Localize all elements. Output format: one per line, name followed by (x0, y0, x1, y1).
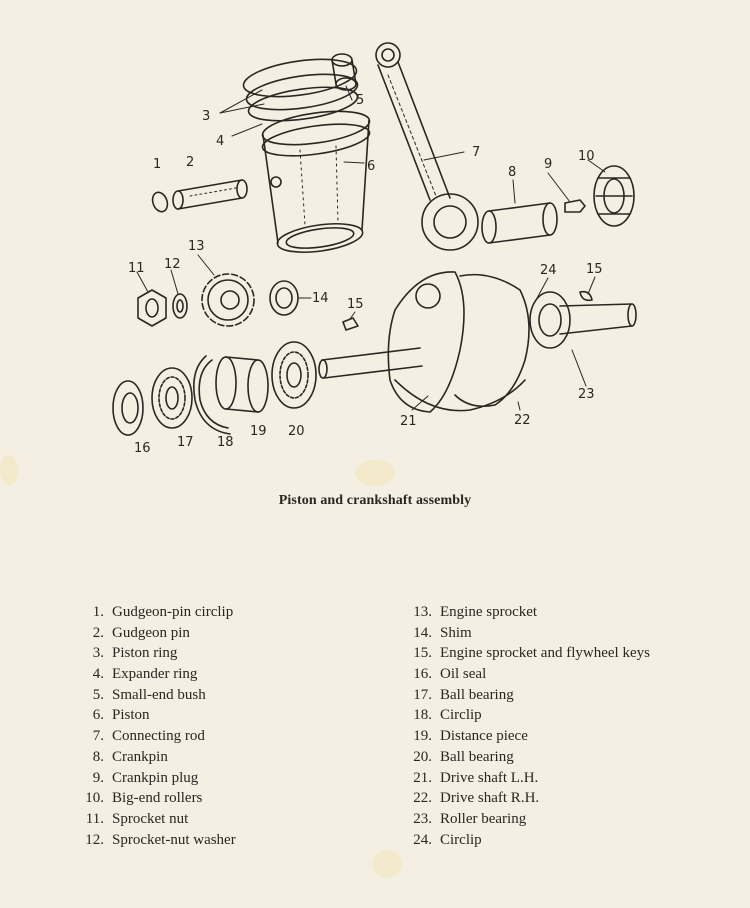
callout-label: 6 (367, 159, 376, 174)
ball-bearing-part (272, 342, 316, 408)
legend-label: Small-end bush (112, 686, 206, 703)
callout-label: 15 (347, 297, 364, 312)
legend-item (400, 809, 650, 830)
crankpin-part (482, 203, 557, 243)
legend-item (72, 830, 236, 851)
parts-legend-right (400, 602, 650, 850)
circlip-part (194, 356, 230, 434)
big-end-rollers-part (594, 166, 634, 226)
callout-label: 4 (216, 134, 225, 149)
sprocket-nut-part (138, 290, 166, 326)
callout-label: 5 (356, 93, 365, 108)
callout-label: 23 (578, 387, 595, 402)
legend-item (72, 768, 236, 789)
legend-number: 16. (413, 666, 432, 683)
legend-label: Circlip (440, 707, 482, 724)
legend-label: Oil seal (440, 666, 487, 683)
callout-label: 8 (508, 165, 517, 180)
connecting-rod-part (376, 43, 481, 250)
legend-number: 18. (413, 707, 432, 724)
legend-label: Ball bearing (440, 686, 514, 703)
callout-label: 21 (400, 414, 417, 429)
oil-seal-part (113, 381, 143, 435)
engine-sprocket-part (202, 274, 254, 326)
figure-caption: Piston and crankshaft assembly (278, 493, 472, 508)
legend-label: Gudgeon pin (112, 624, 190, 641)
legend-label: Shim (440, 624, 472, 641)
legend-number: 6. (92, 707, 104, 724)
gudgeon-pin-part (173, 180, 247, 209)
legend-item (72, 809, 236, 830)
legend-label: Drive shaft L.H. (440, 769, 539, 786)
legend-item (72, 602, 236, 623)
legend-number: 14. (413, 624, 432, 641)
legend-number: 4. (92, 666, 104, 683)
legend-item (72, 726, 236, 747)
piston-part (260, 106, 371, 257)
callout-label: 13 (188, 239, 205, 254)
legend-number: 10. (85, 790, 104, 807)
legend-item (400, 768, 650, 789)
legend-item (400, 602, 650, 623)
legend-item (72, 623, 236, 644)
legend-number: 1. (92, 604, 104, 620)
legend-item (400, 747, 650, 768)
callout-label: 24 (540, 263, 557, 278)
legend-item (72, 664, 236, 685)
legend-number: 21. (413, 769, 432, 786)
legend-item (400, 788, 650, 809)
legend-number: 19. (413, 728, 432, 745)
callout-label: 22 (514, 413, 531, 428)
legend-label: Gudgeon-pin circlip (112, 604, 234, 620)
sprocket-nut-washer-part (173, 294, 187, 318)
legend-label: Connecting rod (112, 728, 205, 745)
legend-label: Ball bearing (440, 748, 514, 765)
legend-number: 7. (92, 728, 104, 745)
callout-label: 10 (578, 149, 595, 164)
callout-label: 2 (186, 155, 195, 170)
legend-item (72, 747, 236, 768)
legend-number: 20. (413, 748, 432, 765)
legend-number: 9. (92, 769, 104, 786)
callout-label: 11 (128, 261, 145, 276)
legend-number: 5. (92, 686, 104, 703)
shim-part (270, 281, 298, 315)
callout-label: 16 (134, 441, 151, 456)
legend-number: 12. (85, 831, 104, 848)
legend-item (400, 830, 650, 851)
legend-number: 17. (413, 686, 432, 703)
legend-number: 22. (413, 790, 432, 807)
legend-item (400, 643, 650, 664)
callout-label: 19 (250, 424, 267, 439)
callout-label: 15 (586, 262, 603, 277)
gudgeon-pin-circlip-part (150, 190, 170, 214)
callout-label: 17 (177, 435, 194, 450)
legend-number: 11. (85, 810, 104, 827)
ball-bearing-part (152, 368, 192, 428)
legend-number: 23. (413, 810, 432, 827)
callout-label: 9 (544, 157, 553, 172)
legend-label: Roller bearing (440, 810, 527, 827)
legend-label: Piston (112, 707, 150, 724)
callout-label: 18 (217, 435, 234, 450)
callout-labels (128, 93, 603, 456)
legend-label: Piston ring (112, 645, 178, 662)
legend-item (400, 726, 650, 747)
legend-item (400, 685, 650, 706)
legend-item (72, 685, 236, 706)
callout-label: 12 (164, 257, 181, 272)
legend-item (400, 623, 650, 644)
legend-label: Big-end rollers (112, 790, 203, 807)
legend-number: 24. (413, 831, 432, 848)
callout-label: 1 (153, 157, 162, 172)
legend-number: 8. (92, 748, 104, 765)
distance-piece-part (216, 357, 268, 412)
legend-label: Sprocket-nut washer (112, 831, 236, 848)
legend-label: Drive shaft R.H. (440, 790, 540, 807)
legend-label: Circlip (440, 831, 482, 848)
legend-item (72, 788, 236, 809)
crankpin-plug-part (565, 200, 585, 212)
legend-number: 15. (413, 645, 432, 662)
legend-item (400, 705, 650, 726)
legend-label: Distance piece (440, 728, 528, 745)
callout-label: 7 (472, 145, 481, 160)
legend-number: 13. (413, 604, 432, 620)
legend-label: Crankpin (112, 748, 168, 765)
legend-number: 2. (92, 624, 104, 641)
legend-item (72, 643, 236, 664)
callout-label: 20 (288, 424, 305, 439)
parts-legend-left (72, 602, 236, 850)
legend-label: Expander ring (112, 666, 198, 683)
legend-item (72, 705, 236, 726)
legend-number: 3. (92, 645, 104, 662)
legend-label: Crankpin plug (112, 769, 199, 786)
legend-label: Engine sprocket and flywheel keys (440, 645, 650, 662)
paper-stain (372, 850, 402, 878)
callout-label: 14 (312, 291, 329, 306)
legend-item (400, 664, 650, 685)
legend-label: Engine sprocket (440, 604, 538, 620)
callout-label: 3 (202, 109, 211, 124)
key-part (343, 318, 358, 330)
legend-label: Sprocket nut (112, 810, 189, 827)
